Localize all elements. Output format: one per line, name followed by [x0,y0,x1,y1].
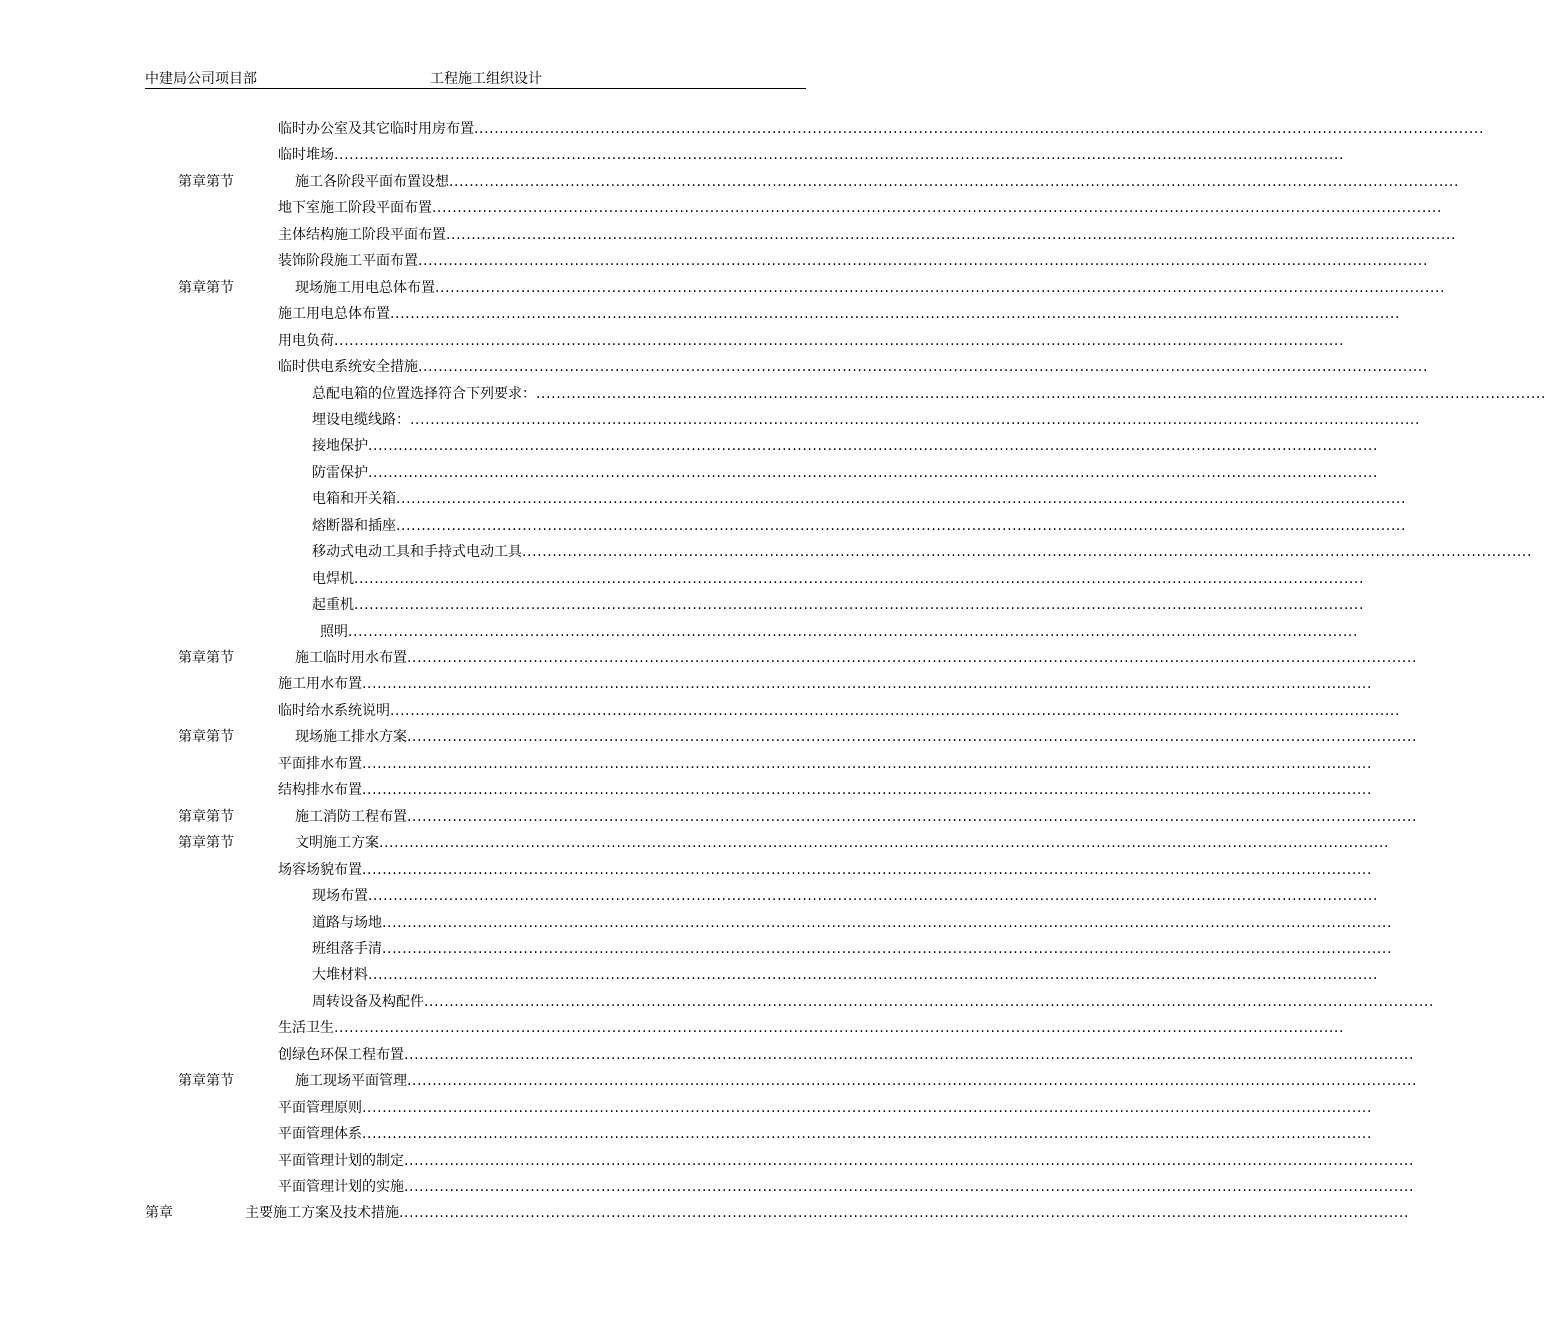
toc-leader-dots: ........................................................................................................................................................................................................ [354,570,1365,587]
toc-entry[interactable] [312,486,1407,512]
toc-entry-title: 现场施工排水方案 [295,729,407,746]
toc-entry[interactable] [312,513,1407,539]
toc-entry[interactable] [278,1148,1415,1174]
toc-entry[interactable] [278,1042,1415,1068]
toc-entry[interactable] [178,804,1418,830]
toc-leader-dots: ........................................................................................................................................................................................................ [368,888,1379,905]
toc-entry-title: 用电负荷 [278,332,334,349]
toc-entry-number: 第章第节 [178,1073,234,1090]
toc-entry[interactable] [312,381,1546,407]
toc-leader-dots: ........................................................................................................................................................................................................ [362,861,1373,878]
toc-entry-title: 施工用水布置 [278,676,362,693]
toc-entry-title: 施工现场平面管理 [295,1073,407,1090]
toc-entry[interactable] [278,698,1401,724]
toc-entry-title: 装饰阶段施工平面布置 [278,253,418,270]
toc-leader-dots: ........................................................................................................................................................................................................ [399,1205,1410,1222]
toc-entry[interactable] [178,724,1418,750]
toc-entry-title: 主要施工方案及技术措施 [245,1205,399,1222]
toc-entry-title: 平面管理计划的实施 [278,1179,404,1195]
toc-entry-title: 班组落手清 [312,940,382,957]
toc-entry[interactable] [278,116,1485,142]
toc-entry[interactable] [312,539,1533,565]
toc-entry[interactable] [145,1200,1410,1226]
toc-leader-dots: ........................................................................................................................................................................................................ [379,835,1390,852]
toc-leader-dots: ........................................................................................................................................................................................................ [362,782,1373,799]
toc-leader-dots: ........................................................................................................................................................................................................ [362,676,1373,693]
toc-leader-dots: ........................................................................................................................................................................................................ [536,385,1546,402]
toc-entry[interactable] [178,645,1418,671]
toc-entry-number: 第章第节 [178,808,234,825]
toc-entry[interactable] [312,407,1421,433]
toc-leader-dots: ........................................................................................................................................................................................................ [410,411,1421,428]
toc-entry-title: 平面管理计划的制定 [278,1152,404,1169]
toc-entry[interactable] [178,1068,1418,1094]
toc-leader-dots: ........................................................................................................................................................................................................ [368,464,1379,481]
toc-entry[interactable] [278,354,1429,380]
toc-entry-title: 照明 [320,623,348,640]
toc-entry[interactable] [312,910,1393,936]
toc-leader-dots: ........................................................................................................................................................................................................ [362,755,1373,772]
toc-leader-dots: ........................................................................................................................................................................................................ [362,1126,1373,1143]
toc-leader-dots: ........................................................................................................................................................................................................ [404,1179,1415,1195]
toc-entry[interactable] [278,222,1457,248]
toc-entry-title: 道路与场地 [312,914,382,931]
toc-leader-dots: ........................................................................................................................................................................................................ [334,332,1345,349]
toc-leader-dots: ........................................................................................................................................................................................................ [362,1099,1373,1116]
toc-entry[interactable] [312,989,1435,1015]
toc-entry-title: 施工消防工程布置 [295,808,407,825]
toc-entry[interactable] [312,433,1379,459]
page-header [145,66,806,89]
toc-entry[interactable] [278,195,1443,221]
toc-entry-title: 总配电箱的位置选择符合下列要求： [312,385,536,402]
toc-entry-title: 周转设备及构配件 [312,993,424,1010]
toc-entry-title: 临时办公室及其它临时用房布置 [278,121,474,137]
toc-leader-dots: ........................................................................................................................................................................................................ [446,226,1457,243]
toc-leader-dots: ........................................................................................................................................................................................................ [368,967,1379,984]
toc-leader-dots: ........................................................................................................................................................................................................ [407,1073,1418,1090]
toc-entry-title: 临时堆场 [278,147,334,164]
toc-entry[interactable] [278,1174,1415,1200]
toc-entry[interactable] [312,936,1393,962]
toc-entry[interactable] [278,328,1345,354]
toc-entry-title: 临时供电系统安全措施 [278,359,418,376]
toc-leader-dots: ........................................................................................................................................................................................................ [404,1152,1415,1169]
toc-leader-dots: ........................................................................................................................................................................................................ [407,650,1418,666]
toc-leader-dots: ........................................................................................................................................................................................................ [407,729,1418,746]
toc-entry[interactable] [278,301,1401,327]
toc-leader-dots: ........................................................................................................................................................................................................ [396,517,1407,534]
toc-entry[interactable] [178,830,1390,856]
toc-entry[interactable] [312,883,1379,909]
toc-leader-dots: ........................................................................................................................................................................................................ [432,200,1443,217]
toc-leader-dots: ........................................................................................................................................................................................................ [348,623,1359,640]
toc-entry-title: 结构排水布置 [278,782,362,799]
toc-leader-dots: ........................................................................................................................................................................................................ [474,121,1485,137]
toc-entry[interactable] [320,619,1359,645]
toc-entry-title: 文明施工方案 [295,835,379,852]
toc-entry[interactable] [278,1095,1373,1121]
toc-entry-number: 第章 [145,1205,173,1222]
toc-leader-dots: ........................................................................................................................................................................................................ [390,702,1401,719]
toc-entry-number: 第章第节 [178,173,234,190]
toc-entry-title: 施工临时用水布置 [295,650,407,666]
toc-entry-title: 埋设电缆线路： [312,411,410,428]
toc-leader-dots: ........................................................................................................................................................................................................ [396,491,1407,508]
toc-entry[interactable] [312,962,1379,988]
toc-entry-title: 电箱和开关箱 [312,491,396,508]
toc-entry-title: 地下室施工阶段平面布置 [278,200,432,217]
toc-leader-dots: ........................................................................................................................................................................................................ [449,173,1460,190]
toc-leader-dots: ........................................................................................................................................................................................................ [418,253,1429,270]
toc-entry-title: 施工各阶段平面布置设想 [295,173,449,190]
toc-entry-title: 创绿色环保工程布置 [278,1046,404,1063]
toc-entry-title: 平面排水布置 [278,755,362,772]
toc-entry[interactable] [312,460,1379,486]
toc-leader-dots: ........................................................................................................................................................................................................ [407,808,1418,825]
toc-leader-dots: ........................................................................................................................................................................................................ [390,306,1401,323]
toc-leader-dots: ........................................................................................................................................................................................................ [424,993,1435,1010]
toc-entry-title: 电焊机 [312,570,354,587]
toc-leader-dots: ........................................................................................................................................................................................................ [382,914,1393,931]
toc-entry-title: 起重机 [312,597,354,614]
toc-entry-title: 临时给水系统说明 [278,702,390,719]
toc-entry-title: 场容场貌布置 [278,861,362,878]
toc-entry[interactable] [278,248,1429,274]
toc-entry[interactable] [278,142,1345,168]
toc-entry-title: 施工用电总体布置 [278,306,390,323]
toc-entry-title: 大堆材料 [312,967,368,984]
header-company: 中建局公司项目部 [145,71,257,87]
toc-entry[interactable] [278,671,1373,697]
toc-leader-dots: ........................................................................................................................................................................................................ [334,147,1345,164]
toc-entry[interactable] [278,1121,1373,1147]
toc-entry-title: 平面管理体系 [278,1126,362,1143]
toc-leader-dots: ........................................................................................................................................................................................................ [522,544,1533,561]
toc-entry[interactable] [278,777,1373,803]
toc-entry[interactable] [312,566,1365,592]
toc-entry-title: 防雷保护 [312,464,368,481]
toc-entry-number: 第章第节 [178,835,234,852]
toc-entry-number: 第章第节 [178,650,234,666]
toc-entry-title: 熔断器和插座 [312,517,396,534]
toc-entry[interactable] [178,169,1460,195]
toc-entry-title: 生活卫生 [278,1020,334,1037]
toc-entry[interactable] [278,857,1373,883]
toc-entry-number: 第章第节 [178,729,234,746]
toc-entry[interactable] [278,751,1373,777]
toc-leader-dots: ........................................................................................................................................................................................................ [404,1046,1415,1063]
toc-leader-dots: ........................................................................................................................................................................................................ [418,359,1429,376]
toc-leader-dots: ........................................................................................................................................................................................................ [382,940,1393,957]
toc-entry-title: 移动式电动工具和手持式电动工具 [312,544,522,561]
toc-entry-title: 平面管理原则 [278,1099,362,1116]
toc-entry[interactable] [312,592,1365,618]
toc-leader-dots: ........................................................................................................................................................................................................ [354,597,1365,614]
toc-entry-title: 主体结构施工阶段平面布置 [278,226,446,243]
toc-leader-dots: ........................................................................................................................................................................................................ [435,279,1446,296]
toc-entry[interactable] [278,1015,1345,1041]
toc-entry-title: 现场施工用电总体布置 [295,279,435,296]
toc-entry-title: 接地保护 [312,438,368,455]
toc-leader-dots: ........................................................................................................................................................................................................ [334,1020,1345,1037]
toc-entry-title: 现场布置 [312,888,368,905]
header-document-title: 工程施工组织设计 [430,71,542,87]
toc-entry[interactable] [178,275,1446,301]
toc-leader-dots: ........................................................................................................................................................................................................ [368,438,1379,455]
toc-entry-number: 第章第节 [178,279,234,296]
